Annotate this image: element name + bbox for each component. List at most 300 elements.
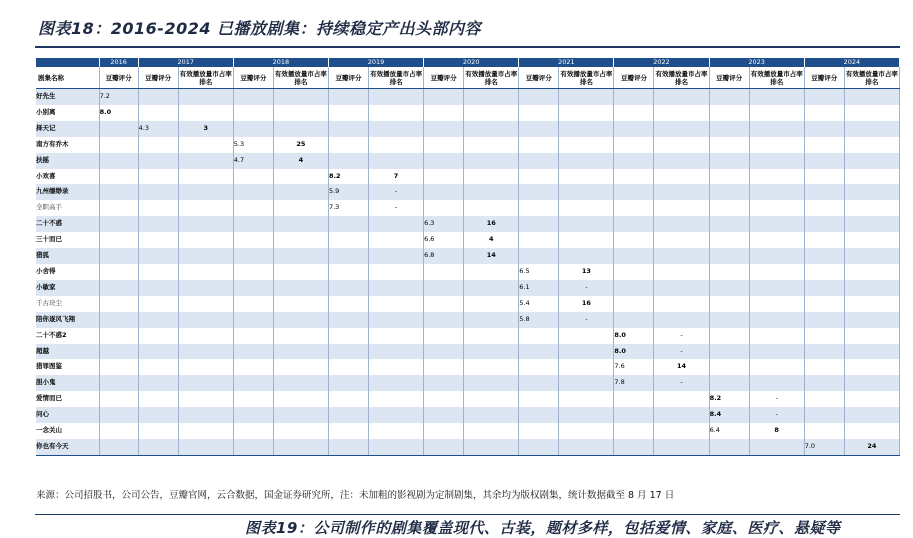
empty-cell: [369, 296, 424, 312]
empty-cell: [654, 423, 709, 439]
drama-name: 二十不惑2: [36, 328, 99, 344]
rank-header: 有效播放量市占率排名: [273, 67, 328, 89]
empty-cell: [654, 232, 709, 248]
empty-cell: [99, 296, 138, 312]
empty-cell: [804, 121, 844, 137]
empty-cell: [99, 200, 138, 216]
empty-cell: [654, 264, 709, 280]
table-row: [36, 89, 900, 105]
empty-cell: [519, 328, 559, 344]
drama-name: 你也有今天: [36, 439, 99, 455]
year-header-blank: [36, 58, 99, 67]
empty-cell: [654, 407, 709, 423]
empty-cell: [233, 184, 273, 200]
empty-cell: [559, 439, 614, 455]
empty-cell: [804, 423, 844, 439]
rank-header: 有效播放量市占率排名: [464, 67, 519, 89]
douban-score: 7.6: [614, 359, 654, 375]
empty-cell: [369, 375, 424, 391]
share-rank: -: [654, 328, 709, 344]
table-row: [36, 184, 900, 200]
empty-cell: [804, 169, 844, 185]
empty-cell: [654, 153, 709, 169]
empty-cell: [138, 248, 178, 264]
empty-cell: [424, 375, 464, 391]
share-rank: -: [559, 280, 614, 296]
empty-cell: [559, 184, 614, 200]
douban-score: 5.9: [328, 184, 368, 200]
rank-header: 有效播放量市占率排名: [559, 67, 614, 89]
empty-cell: [178, 264, 233, 280]
empty-cell: [804, 264, 844, 280]
empty-cell: [99, 264, 138, 280]
empty-cell: [844, 248, 899, 264]
next-figure-title: 图表19：公司制作的剧集覆盖现代、古装，题材多样，包括爱情、家庭、医疗、悬疑等: [245, 519, 841, 537]
drama-name-header: 剧集名称: [36, 67, 99, 89]
empty-cell: [804, 312, 844, 328]
rank-header: 有效播放量市占率排名: [844, 67, 899, 89]
empty-cell: [519, 89, 559, 105]
empty-cell: [844, 344, 899, 360]
empty-cell: [464, 105, 519, 121]
empty-cell: [559, 153, 614, 169]
empty-cell: [138, 391, 178, 407]
empty-cell: [519, 344, 559, 360]
empty-cell: [273, 121, 328, 137]
empty-cell: [614, 216, 654, 232]
score-header: 豆瓣评分: [328, 67, 368, 89]
drama-name: 好先生: [36, 89, 99, 105]
drama-name: 陪你逐风飞翔: [36, 312, 99, 328]
empty-cell: [273, 264, 328, 280]
empty-cell: [178, 232, 233, 248]
empty-cell: [233, 169, 273, 185]
empty-cell: [749, 439, 804, 455]
empty-cell: [804, 137, 844, 153]
drama-name: 扶摇: [36, 153, 99, 169]
empty-cell: [464, 407, 519, 423]
empty-cell: [614, 153, 654, 169]
empty-cell: [804, 89, 844, 105]
year-header: 2020: [424, 58, 519, 67]
empty-cell: [233, 328, 273, 344]
share-rank: -: [369, 184, 424, 200]
empty-cell: [749, 296, 804, 312]
score-header: 豆瓣评分: [424, 67, 464, 89]
empty-cell: [424, 328, 464, 344]
table-row: [36, 344, 900, 360]
empty-cell: [559, 200, 614, 216]
score-header: 豆瓣评分: [519, 67, 559, 89]
empty-cell: [749, 216, 804, 232]
empty-cell: [614, 137, 654, 153]
empty-cell: [614, 407, 654, 423]
empty-cell: [233, 105, 273, 121]
empty-cell: [369, 423, 424, 439]
empty-cell: [709, 344, 749, 360]
empty-cell: [654, 169, 709, 185]
empty-cell: [559, 391, 614, 407]
empty-cell: [709, 328, 749, 344]
empty-cell: [369, 264, 424, 280]
empty-cell: [749, 375, 804, 391]
empty-cell: [519, 216, 559, 232]
empty-cell: [99, 375, 138, 391]
douban-score: 8.2: [328, 169, 368, 185]
empty-cell: [424, 391, 464, 407]
empty-cell: [519, 184, 559, 200]
empty-cell: [804, 153, 844, 169]
empty-cell: [804, 216, 844, 232]
empty-cell: [273, 248, 328, 264]
score-header: 豆瓣评分: [709, 67, 749, 89]
table-row: [36, 296, 900, 312]
empty-cell: [749, 232, 804, 248]
share-rank: 8: [749, 423, 804, 439]
year-header: 2019: [328, 58, 423, 67]
empty-cell: [138, 328, 178, 344]
empty-cell: [749, 105, 804, 121]
empty-cell: [654, 296, 709, 312]
table-row: [36, 121, 900, 137]
empty-cell: [464, 391, 519, 407]
empty-cell: [328, 375, 368, 391]
empty-cell: [844, 89, 899, 105]
empty-cell: [559, 89, 614, 105]
empty-cell: [138, 439, 178, 455]
drama-name: 全职高手: [36, 200, 99, 216]
douban-score: 7.3: [328, 200, 368, 216]
empty-cell: [233, 439, 273, 455]
drama-name: 小别离: [36, 105, 99, 121]
table-row: [36, 391, 900, 407]
empty-cell: [749, 264, 804, 280]
empty-cell: [464, 200, 519, 216]
empty-cell: [464, 169, 519, 185]
empty-cell: [709, 121, 749, 137]
empty-cell: [138, 296, 178, 312]
empty-cell: [233, 264, 273, 280]
empty-cell: [178, 169, 233, 185]
empty-cell: [138, 184, 178, 200]
empty-cell: [559, 359, 614, 375]
share-rank: 14: [464, 248, 519, 264]
empty-cell: [844, 232, 899, 248]
empty-cell: [709, 184, 749, 200]
rank-header: 有效播放量市占率排名: [654, 67, 709, 89]
empty-cell: [273, 296, 328, 312]
empty-cell: [99, 391, 138, 407]
share-rank: 25: [273, 137, 328, 153]
empty-cell: [654, 439, 709, 455]
share-rank: 7: [369, 169, 424, 185]
empty-cell: [138, 105, 178, 121]
empty-cell: [804, 200, 844, 216]
empty-cell: [273, 280, 328, 296]
empty-cell: [559, 328, 614, 344]
empty-cell: [99, 439, 138, 455]
drama-name: 爱情而已: [36, 391, 99, 407]
table-row: [36, 375, 900, 391]
empty-cell: [464, 137, 519, 153]
empty-cell: [464, 296, 519, 312]
empty-cell: [709, 232, 749, 248]
empty-cell: [138, 407, 178, 423]
empty-cell: [749, 280, 804, 296]
rank-header: 有效播放量市占率排名: [749, 67, 804, 89]
empty-cell: [749, 312, 804, 328]
empty-cell: [424, 89, 464, 105]
empty-cell: [99, 184, 138, 200]
empty-cell: [614, 121, 654, 137]
empty-cell: [369, 137, 424, 153]
empty-cell: [844, 375, 899, 391]
empty-cell: [138, 137, 178, 153]
empty-cell: [273, 89, 328, 105]
empty-cell: [709, 216, 749, 232]
empty-cell: [614, 423, 654, 439]
share-rank: -: [654, 375, 709, 391]
empty-cell: [424, 423, 464, 439]
douban-score: 6.8: [424, 248, 464, 264]
empty-cell: [559, 169, 614, 185]
empty-cell: [99, 121, 138, 137]
empty-cell: [233, 375, 273, 391]
empty-cell: [178, 248, 233, 264]
rank-header: 有效播放量市占率排名: [178, 67, 233, 89]
empty-cell: [328, 232, 368, 248]
empty-cell: [654, 105, 709, 121]
empty-cell: [138, 344, 178, 360]
douban-score: 7.0: [804, 439, 844, 455]
empty-cell: [804, 391, 844, 407]
empty-cell: [654, 391, 709, 407]
empty-cell: [328, 328, 368, 344]
empty-cell: [464, 328, 519, 344]
empty-cell: [804, 407, 844, 423]
empty-cell: [614, 105, 654, 121]
empty-cell: [178, 105, 233, 121]
empty-cell: [804, 328, 844, 344]
empty-cell: [614, 280, 654, 296]
drama-name: 胆小鬼: [36, 375, 99, 391]
empty-cell: [844, 264, 899, 280]
empty-cell: [424, 105, 464, 121]
douban-score: 8.4: [709, 407, 749, 423]
empty-cell: [138, 153, 178, 169]
empty-cell: [369, 232, 424, 248]
empty-cell: [654, 89, 709, 105]
empty-cell: [844, 153, 899, 169]
empty-cell: [519, 232, 559, 248]
empty-cell: [99, 312, 138, 328]
empty-cell: [178, 89, 233, 105]
empty-cell: [464, 184, 519, 200]
empty-cell: [519, 423, 559, 439]
empty-cell: [99, 248, 138, 264]
column-header-row: [36, 67, 900, 89]
year-header: 2021: [519, 58, 614, 67]
drama-name: 千古玦尘: [36, 296, 99, 312]
table-row: [36, 312, 900, 328]
empty-cell: [844, 200, 899, 216]
empty-cell: [328, 407, 368, 423]
empty-cell: [614, 264, 654, 280]
empty-cell: [138, 375, 178, 391]
empty-cell: [178, 280, 233, 296]
empty-cell: [233, 232, 273, 248]
share-rank: -: [369, 200, 424, 216]
empty-cell: [138, 169, 178, 185]
douban-score: 6.3: [424, 216, 464, 232]
empty-cell: [464, 439, 519, 455]
share-rank: -: [654, 344, 709, 360]
empty-cell: [273, 105, 328, 121]
empty-cell: [559, 232, 614, 248]
table-row: [36, 105, 900, 121]
empty-cell: [614, 439, 654, 455]
empty-cell: [273, 407, 328, 423]
empty-cell: [519, 121, 559, 137]
douban-score: 7.2: [99, 89, 138, 105]
empty-cell: [99, 344, 138, 360]
empty-cell: [559, 375, 614, 391]
empty-cell: [654, 312, 709, 328]
empty-cell: [138, 264, 178, 280]
empty-cell: [273, 169, 328, 185]
drama-name: 小舍得: [36, 264, 99, 280]
drama-name: 小敏家: [36, 280, 99, 296]
empty-cell: [464, 344, 519, 360]
empty-cell: [233, 216, 273, 232]
empty-cell: [328, 391, 368, 407]
empty-cell: [178, 153, 233, 169]
empty-cell: [844, 169, 899, 185]
empty-cell: [804, 105, 844, 121]
empty-cell: [559, 423, 614, 439]
year-header: 2017: [138, 58, 233, 67]
drama-name: 猎狐: [36, 248, 99, 264]
empty-cell: [233, 121, 273, 137]
empty-cell: [178, 312, 233, 328]
empty-cell: [328, 344, 368, 360]
score-header: 豆瓣评分: [804, 67, 844, 89]
douban-score: 6.1: [519, 280, 559, 296]
empty-cell: [178, 200, 233, 216]
empty-cell: [369, 407, 424, 423]
empty-cell: [464, 423, 519, 439]
empty-cell: [138, 89, 178, 105]
empty-cell: [519, 375, 559, 391]
empty-cell: [804, 359, 844, 375]
empty-cell: [559, 248, 614, 264]
empty-cell: [178, 439, 233, 455]
empty-cell: [369, 121, 424, 137]
empty-cell: [654, 200, 709, 216]
bottom-divider: [35, 514, 900, 515]
empty-cell: [804, 344, 844, 360]
empty-cell: [369, 248, 424, 264]
douban-score: 4.3: [138, 121, 178, 137]
empty-cell: [138, 280, 178, 296]
drama-name: 猎罪图鉴: [36, 359, 99, 375]
empty-cell: [233, 407, 273, 423]
empty-cell: [424, 200, 464, 216]
empty-cell: [233, 391, 273, 407]
empty-cell: [178, 216, 233, 232]
douban-score: 5.3: [233, 137, 273, 153]
drama-name: 问心: [36, 407, 99, 423]
empty-cell: [138, 232, 178, 248]
empty-cell: [559, 407, 614, 423]
empty-cell: [614, 248, 654, 264]
drama-name: 小欢喜: [36, 169, 99, 185]
empty-cell: [559, 105, 614, 121]
empty-cell: [519, 439, 559, 455]
empty-cell: [614, 89, 654, 105]
empty-cell: [328, 264, 368, 280]
empty-cell: [99, 137, 138, 153]
empty-cell: [369, 328, 424, 344]
empty-cell: [178, 375, 233, 391]
empty-cell: [749, 344, 804, 360]
douban-score: 6.6: [424, 232, 464, 248]
empty-cell: [749, 200, 804, 216]
empty-cell: [424, 121, 464, 137]
empty-cell: [614, 169, 654, 185]
douban-score: 8.0: [614, 344, 654, 360]
empty-cell: [804, 296, 844, 312]
empty-cell: [369, 105, 424, 121]
empty-cell: [709, 439, 749, 455]
empty-cell: [844, 280, 899, 296]
drama-name: 超越: [36, 344, 99, 360]
empty-cell: [178, 407, 233, 423]
empty-cell: [233, 89, 273, 105]
empty-cell: [654, 121, 709, 137]
empty-cell: [424, 312, 464, 328]
empty-cell: [369, 359, 424, 375]
empty-cell: [178, 184, 233, 200]
empty-cell: [273, 232, 328, 248]
drama-name: 南方有乔木: [36, 137, 99, 153]
empty-cell: [424, 280, 464, 296]
table-row: [36, 280, 900, 296]
empty-cell: [99, 423, 138, 439]
empty-cell: [749, 169, 804, 185]
empty-cell: [369, 153, 424, 169]
empty-cell: [273, 216, 328, 232]
empty-cell: [424, 439, 464, 455]
empty-cell: [138, 200, 178, 216]
empty-cell: [844, 105, 899, 121]
share-rank: -: [559, 312, 614, 328]
empty-cell: [804, 184, 844, 200]
empty-cell: [709, 359, 749, 375]
drama-name: 择天记: [36, 121, 99, 137]
empty-cell: [709, 296, 749, 312]
empty-cell: [138, 359, 178, 375]
share-rank: 4: [273, 153, 328, 169]
empty-cell: [749, 184, 804, 200]
empty-cell: [519, 137, 559, 153]
empty-cell: [749, 153, 804, 169]
rank-header: 有效播放量市占率排名: [369, 67, 424, 89]
table-row: [36, 359, 900, 375]
empty-cell: [99, 169, 138, 185]
share-rank: -: [749, 407, 804, 423]
empty-cell: [424, 296, 464, 312]
